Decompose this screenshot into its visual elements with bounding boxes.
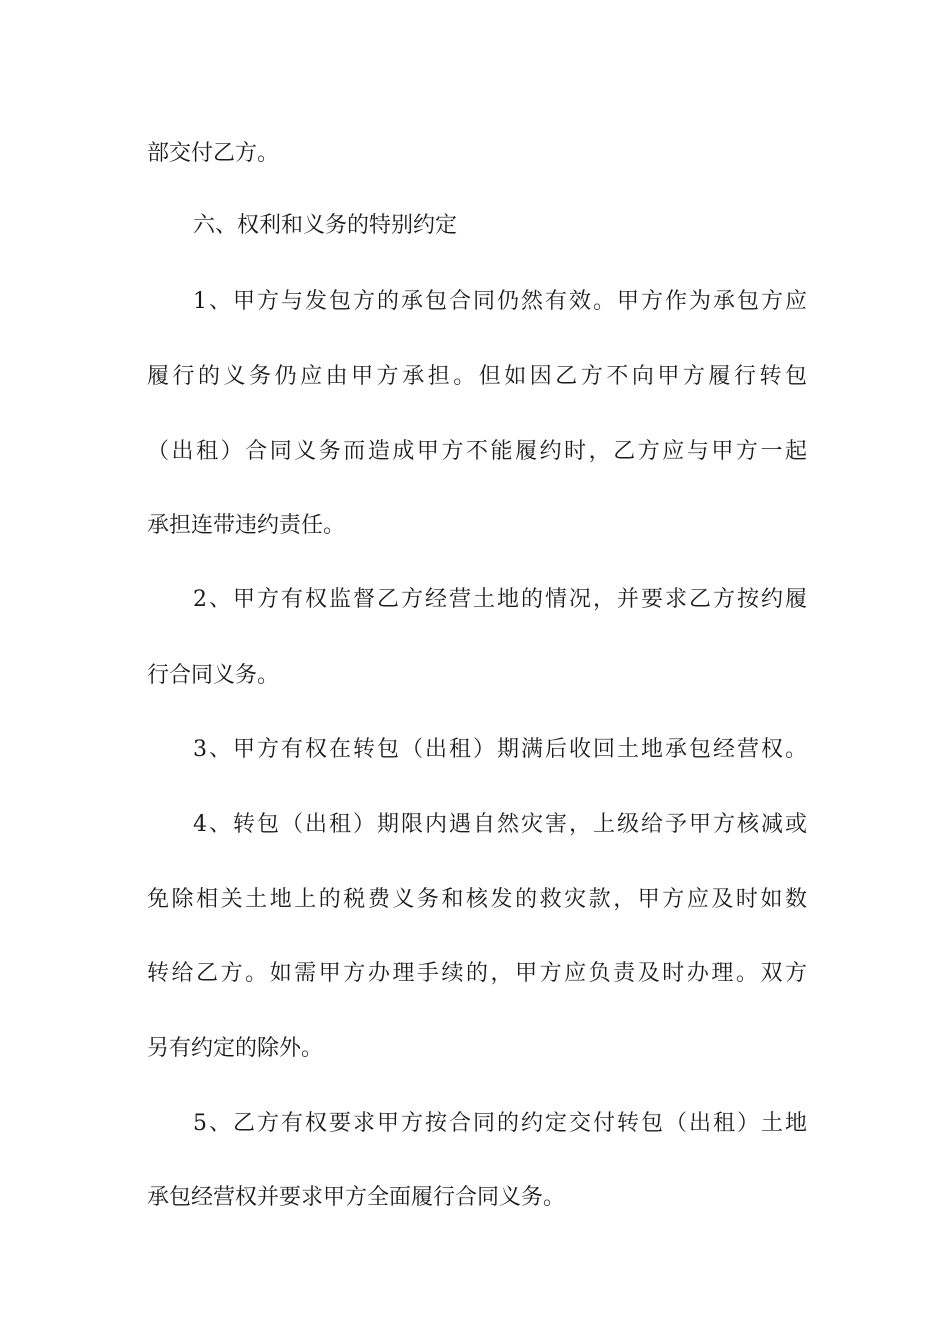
text-line: 3、甲方有权在转包（出租）期满后收回土地承包经营权。 [193, 737, 807, 762]
text-line: 5、乙方有权要求甲方按合同的约定交付转包（出租）土地 [193, 1111, 807, 1136]
text-line: 另有约定的除外。 [147, 1036, 324, 1061]
text-line: 4、转包（出租）期限内遇自然灾害，上级给予甲方核减或 [193, 812, 807, 837]
text-line: 2、甲方有权监督乙方经营土地的情况，并要求乙方按约履 [193, 587, 807, 612]
text-line: （出租）合同义务而造成甲方不能履约时，乙方应与甲方一起 [147, 439, 807, 464]
text-line: 转给乙方。如需甲方办理手续的，甲方应负责及时办理。双方 [147, 961, 807, 986]
text-line: 履行的义务仍应由甲方承担。但如因乙方不向甲方履行转包 [147, 364, 807, 389]
text-line: 1、甲方与发包方的承包合同仍然有效。甲方作为承包方应 [193, 289, 807, 314]
text-line: 免除相关土地上的税费义务和核发的救灾款，甲方应及时如数 [147, 887, 807, 912]
section-heading: 六、权利和义务的特别约定 [193, 213, 458, 238]
text-line: 承担连带违约责任。 [147, 513, 346, 538]
text-line: 行合同义务。 [147, 663, 280, 688]
text-line: 部交付乙方。 [147, 141, 280, 166]
text-line: 承包经营权并要求甲方全面履行合同义务。 [147, 1185, 566, 1210]
